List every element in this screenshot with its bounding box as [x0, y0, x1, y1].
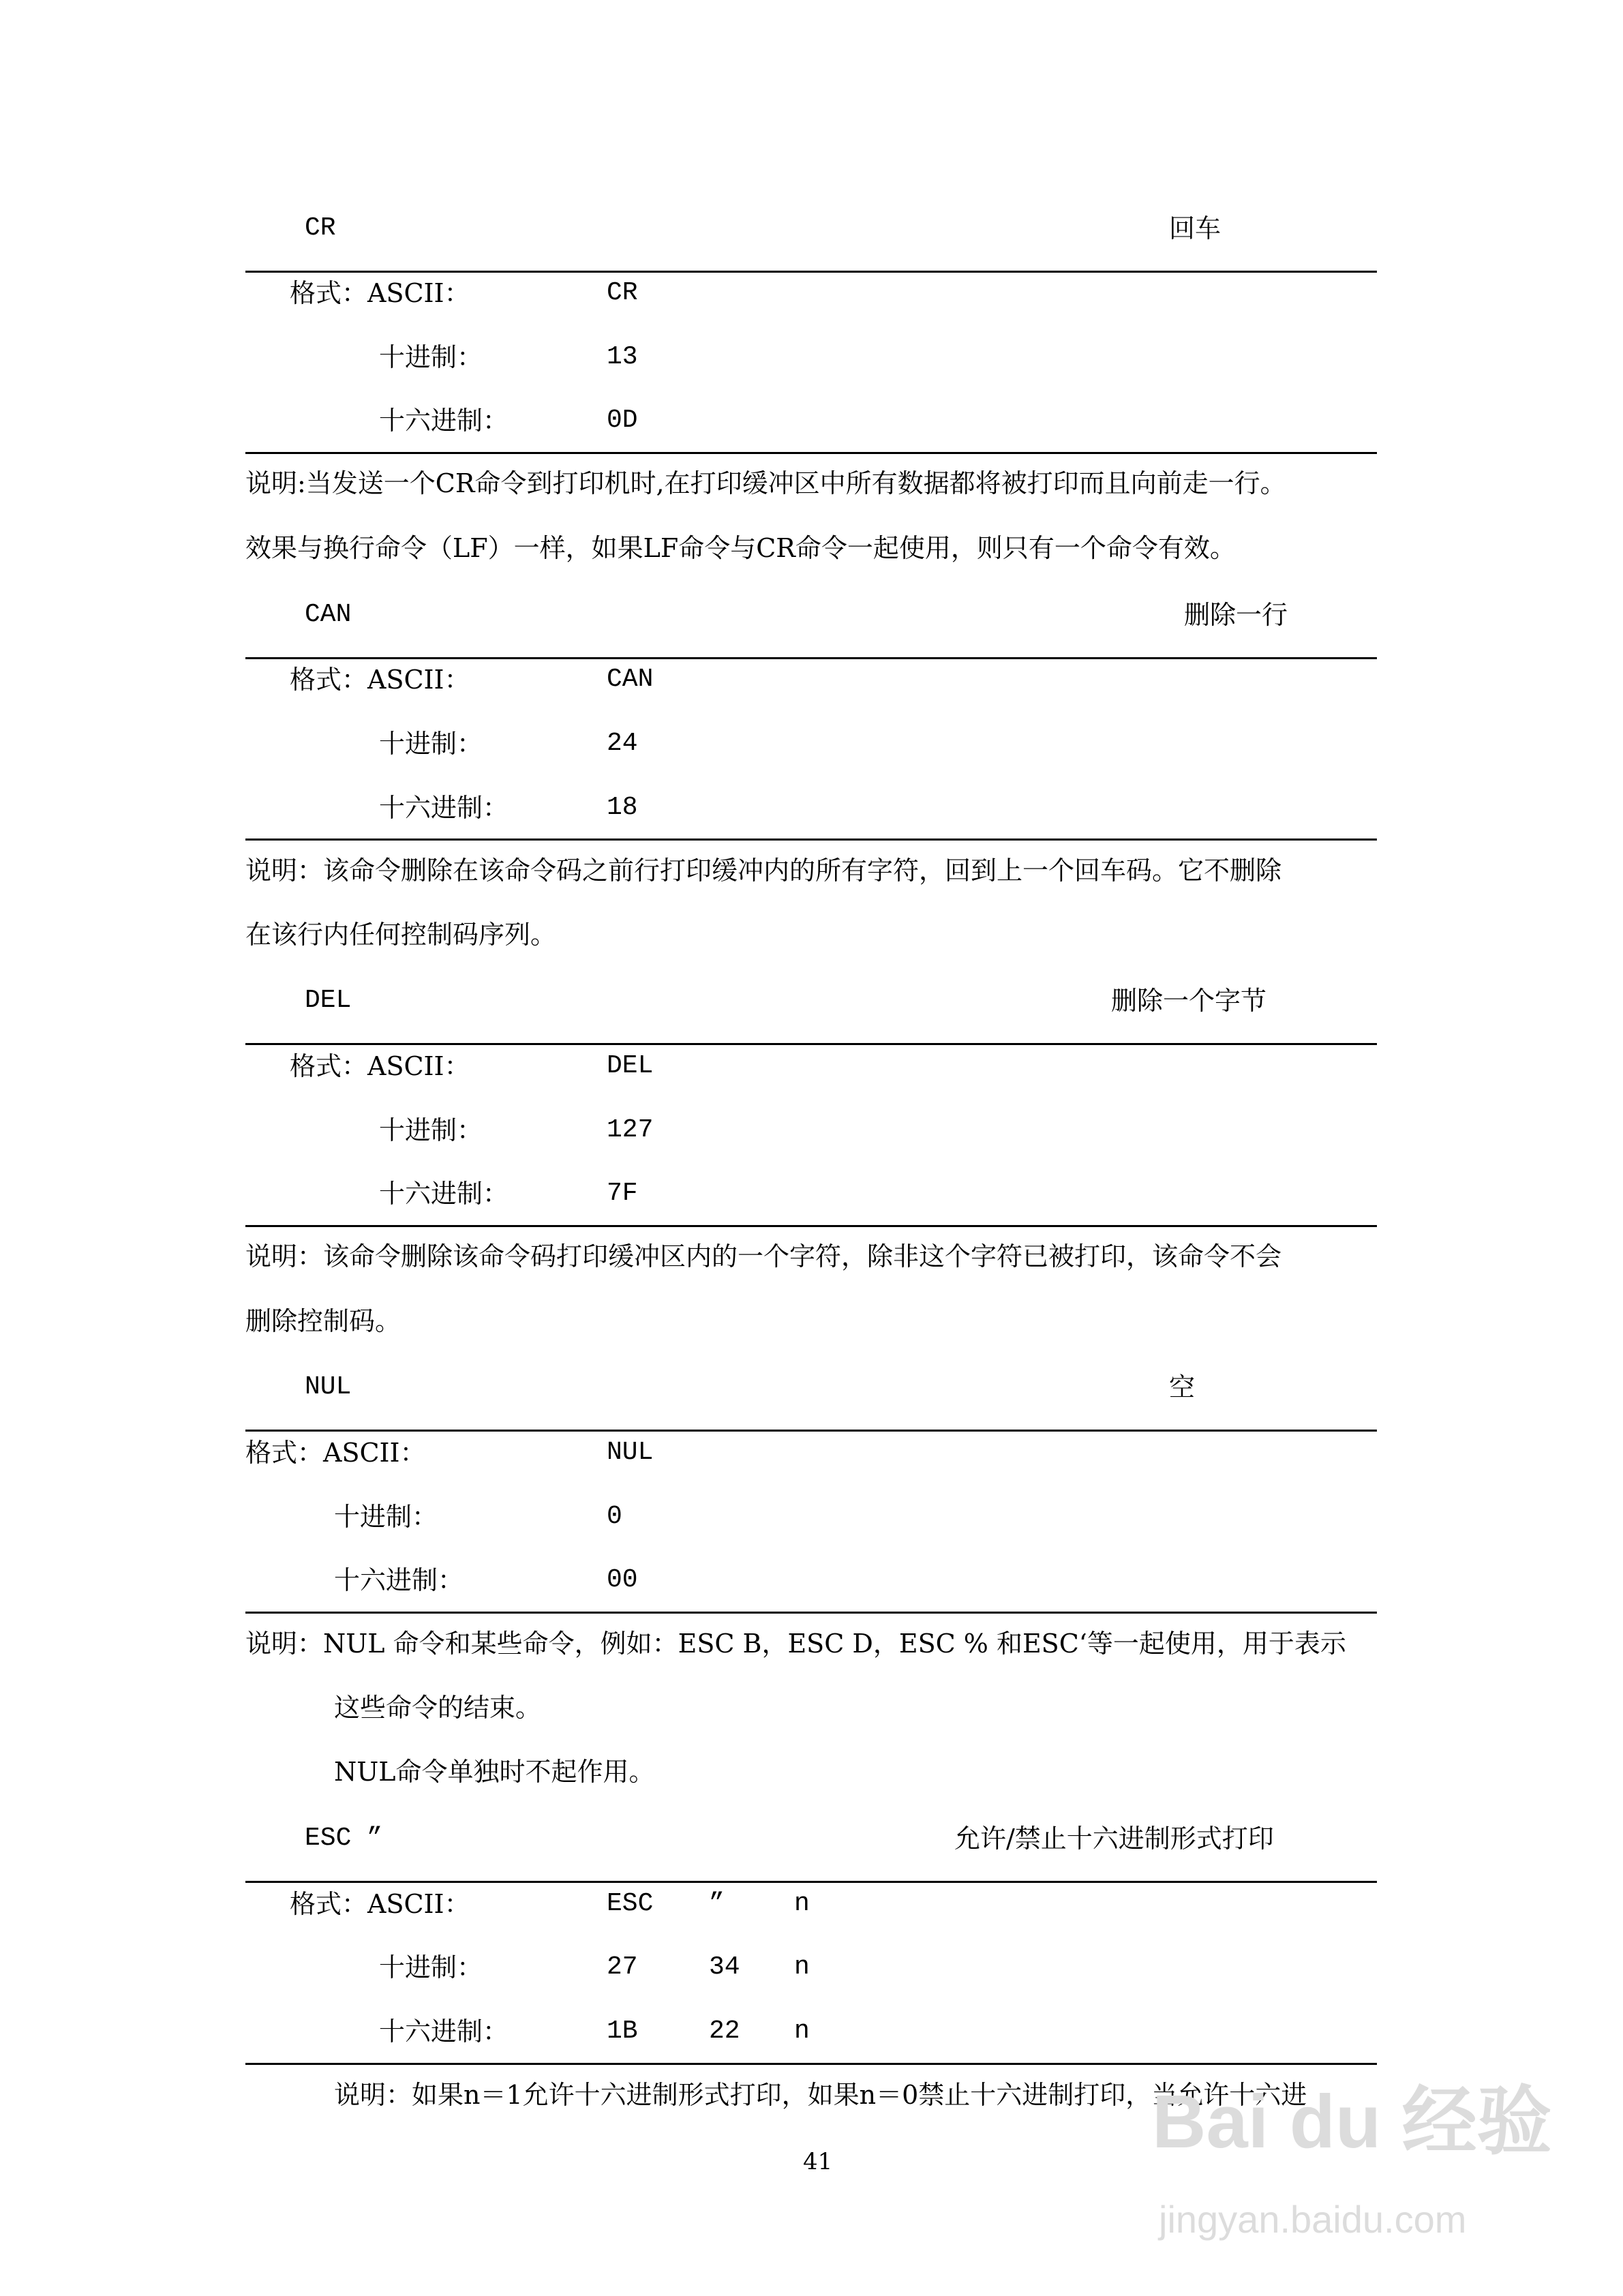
decimal-value: 0: [607, 1502, 622, 1531]
divider: [245, 1612, 1377, 1614]
ascii-value: ”: [709, 1889, 725, 1918]
format-label: 格式：ASCII：: [290, 278, 470, 308]
decimal-value: n: [794, 1952, 810, 1982]
description-line: 在该行内任何控制码序列。: [245, 920, 557, 950]
description-line: 效果与换行命令（LF）一样，如果LF命令与CR命令一起使用，则只有一个命令有效。: [245, 533, 1236, 563]
command-code: NUL: [305, 1372, 352, 1402]
divider: [245, 657, 1377, 659]
command-title: 删除一个字节: [1111, 986, 1267, 1016]
decimal-value: 13: [607, 342, 638, 372]
decimal-label: 十进制：: [379, 1952, 483, 1982]
decimal-value: 24: [607, 729, 638, 758]
hex-value: 22: [709, 2016, 740, 2046]
hex-value: 7F: [607, 1179, 638, 1208]
format-label: 格式：ASCII：: [245, 1438, 426, 1468]
description-line: 说明：该命令删除该命令码打印缓冲区内的一个字符，除非这个字符已被打印，该命令不会: [245, 1241, 1282, 1271]
divider: [245, 2063, 1377, 2065]
divider: [245, 1043, 1377, 1045]
command-title: 空: [1169, 1372, 1196, 1402]
decimal-value: 27: [607, 1952, 638, 1982]
ascii-value: CAN: [607, 665, 654, 694]
decimal-value: 127: [607, 1115, 654, 1145]
format-label: 格式：ASCII：: [290, 1889, 470, 1919]
hex-label: 十六进制：: [379, 1179, 509, 1209]
description-line: 说明：如果n＝1允许十六进制形式打印，如果n＝0禁止十六进制打印，当允许十六进: [334, 2080, 1307, 2110]
divider: [245, 839, 1377, 841]
decimal-label: 十进制：: [334, 1502, 438, 1532]
decimal-label: 十进制：: [379, 342, 483, 372]
command-title: 允许/禁止十六进制形式打印: [954, 1824, 1274, 1854]
format-label: 格式：ASCII：: [290, 1051, 470, 1081]
description-line: NUL命令单独时不起作用。: [334, 1757, 655, 1787]
decimal-value: 34: [709, 1952, 740, 1982]
description-line: 说明：NUL 命令和某些命令，例如：ESC B，ESC D，ESC % 和ESC‘等一起使用，用于表示: [245, 1629, 1346, 1659]
ascii-value: NUL: [607, 1438, 654, 1467]
command-title: 删除一行: [1184, 600, 1288, 630]
hex-value: 1B: [607, 2016, 638, 2046]
hex-value: 0D: [607, 406, 638, 435]
description-line: 这些命令的结束。: [334, 1693, 542, 1723]
description-line: 删除控制码。: [245, 1306, 401, 1336]
baidu-jingyan-watermark-logo: Bai du 经验: [1152, 2080, 1552, 2164]
divider: [245, 1430, 1377, 1432]
hex-value: n: [794, 2016, 810, 2046]
page-number: 41: [803, 2148, 833, 2175]
command-code: CR: [305, 213, 336, 243]
hex-label: 十六进制：: [334, 1565, 464, 1595]
command-code: CAN: [305, 600, 352, 629]
decimal-label: 十进制：: [379, 729, 483, 759]
ascii-value: ESC: [607, 1889, 654, 1918]
ascii-value: CR: [607, 278, 638, 307]
command-code: DEL: [305, 986, 352, 1015]
hex-label: 十六进制：: [379, 793, 509, 823]
ascii-value: DEL: [607, 1051, 654, 1081]
divider: [245, 1881, 1377, 1883]
decimal-label: 十进制：: [379, 1115, 483, 1145]
description-line: 说明:当发送一个CR命令到打印机时,在打印缓冲区中所有数据都将被打印而且向前走一行。: [245, 468, 1286, 498]
divider: [245, 452, 1377, 454]
divider: [245, 1225, 1377, 1227]
hex-label: 十六进制：: [379, 2016, 509, 2046]
hex-value: 18: [607, 793, 638, 822]
command-code: ESC ”: [305, 1824, 383, 1853]
watermark-url: jingyan.baidu.com: [1159, 2198, 1467, 2241]
description-line: 说明：该命令删除在该命令码之前行打印缓冲内的所有字符，回到上一个回车码。它不删除: [245, 856, 1282, 886]
hex-value: 00: [607, 1565, 638, 1595]
hex-label: 十六进制：: [379, 406, 509, 436]
format-label: 格式：ASCII：: [290, 665, 470, 695]
command-title: 回车: [1169, 213, 1222, 243]
divider: [245, 271, 1377, 273]
ascii-value: n: [794, 1889, 810, 1918]
